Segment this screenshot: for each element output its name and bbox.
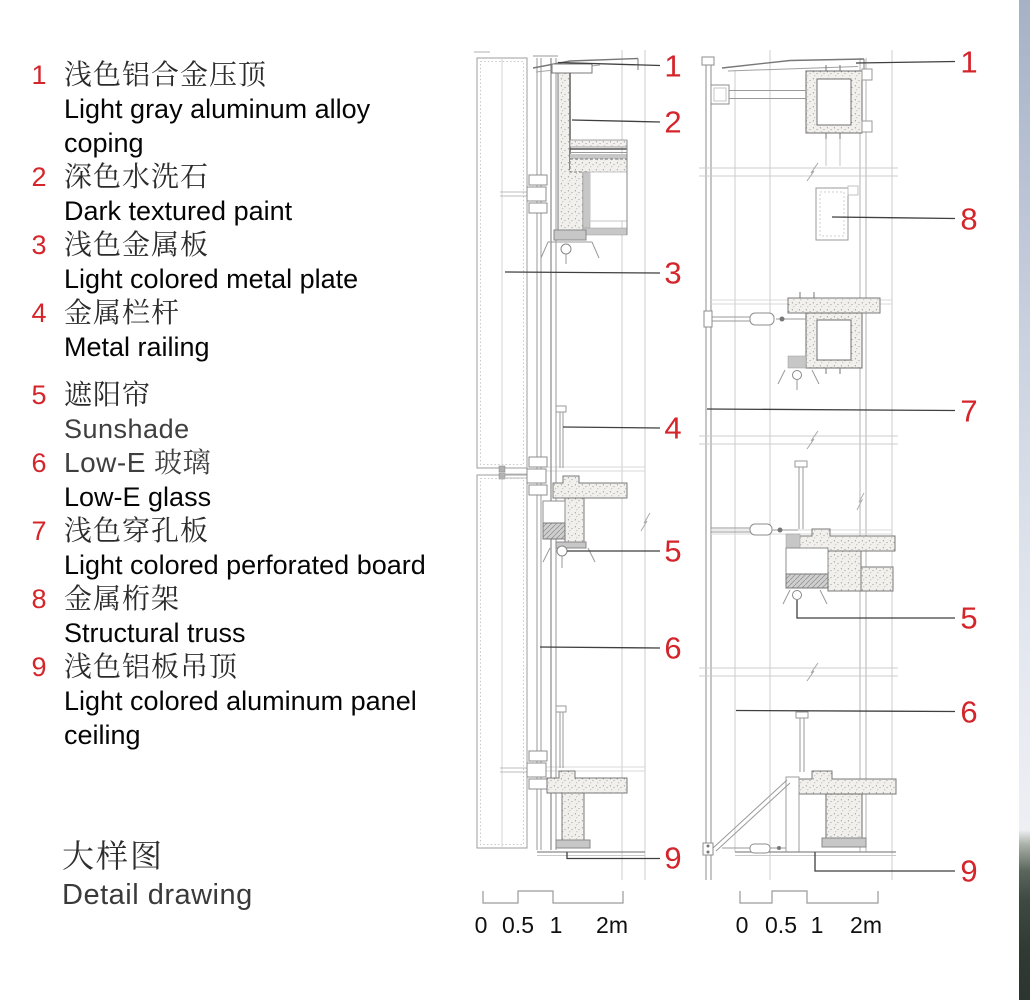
- legend-text-en: Sunshade: [64, 414, 190, 444]
- legend-item-6: [26, 446, 446, 514]
- legend-item-1: [26, 58, 446, 160]
- scale-label-1: 1: [549, 912, 563, 938]
- legend-item-3: [26, 228, 446, 296]
- legend-text-en: Metal railing: [64, 332, 210, 362]
- legend-text-zh: 金属栏杆: [64, 297, 181, 328]
- legend-text-zh: 浅色穿孔板: [64, 515, 210, 546]
- legend-number: 4: [31, 298, 47, 328]
- scale-bar: [483, 891, 623, 903]
- scale-label-1: 1: [810, 912, 824, 938]
- truss-chord: [816, 186, 858, 240]
- legend-number: 6: [31, 448, 47, 478]
- callout-left-6: 6: [664, 630, 682, 666]
- callout-left-2: 2: [664, 104, 682, 140]
- callout-right-8: 8: [960, 201, 978, 237]
- title-block: [62, 836, 253, 914]
- legend-text-en: Structural truss: [64, 618, 246, 648]
- callout-left-5: 5: [664, 533, 682, 569]
- floor-slab-upper: [704, 292, 892, 390]
- legend-text-zh: 浅色铝板吊顶: [64, 651, 239, 682]
- floor-slab-lower-mid: [711, 461, 895, 604]
- legend-text-zh: 遮阳帘: [64, 379, 152, 410]
- callout-left-1: 1: [664, 48, 682, 84]
- photo-strip: [1019, 0, 1030, 1000]
- legend-item-4: [26, 296, 446, 364]
- legend-number: 1: [31, 60, 47, 90]
- section-drawing-right: [698, 45, 960, 910]
- floor-slab-bottom: [537, 706, 645, 856]
- scale-label-05: 0.5: [502, 912, 534, 938]
- legend-number: 5: [31, 380, 47, 410]
- scale-label-2m: 2m: [850, 912, 882, 938]
- legend-item-5: [26, 378, 446, 446]
- callout-right-5: 5: [960, 600, 978, 636]
- break-bands: [699, 163, 898, 681]
- legend-text-zh: 浅色铝合金压顶: [64, 59, 268, 90]
- callout-right-6: 6: [960, 694, 978, 730]
- legend-text-en: Light colored metal plate: [64, 264, 359, 294]
- floor-slab-bottom: [703, 712, 896, 856]
- metal-plate-panel: [474, 52, 527, 848]
- inner-face-lines: [860, 58, 866, 852]
- scale-label-0: 0: [474, 912, 488, 938]
- scale-bar: [740, 891, 878, 903]
- legend-text-en: Low-E glass: [64, 482, 212, 512]
- callout-right-7: 7: [960, 393, 978, 429]
- legend-number: 7: [31, 516, 47, 546]
- legend-item-9: [26, 650, 446, 752]
- scale-label-05: 0.5: [765, 912, 797, 938]
- legend-item-7: [26, 514, 446, 582]
- legend-number: 3: [31, 230, 47, 260]
- callout-left-9: 9: [664, 840, 682, 876]
- legend-text-zh: 深色水洗石: [64, 161, 210, 192]
- callout-left-4: 4: [664, 410, 682, 446]
- callout-right-1: 1: [960, 44, 978, 80]
- legend-item-8: [26, 582, 446, 650]
- legend-text-zh: 浅色金属板: [64, 229, 210, 260]
- legend-text-en: Light colored aluminum panel ceiling: [64, 686, 417, 750]
- legend-text-en: Light gray aluminum alloy coping: [64, 94, 371, 158]
- legend-number: 9: [31, 652, 47, 682]
- callout-right-9: 9: [960, 853, 978, 889]
- legend-text-en: Light colored perforated board: [64, 550, 426, 580]
- legend-number: 8: [31, 584, 47, 614]
- legend-number: 2: [31, 162, 47, 192]
- legend-text-zh: Low-E 玻璃: [64, 447, 212, 478]
- legend-text-en: Dark textured paint: [64, 196, 293, 226]
- page-title-zh: 大样图: [62, 838, 165, 874]
- leader-lines: [707, 62, 955, 872]
- scale-label-0: 0: [735, 912, 749, 938]
- legend: [26, 58, 446, 752]
- legend-item-2: [26, 160, 446, 228]
- scale-label-2m: 2m: [596, 912, 628, 938]
- page-title-en: Detail drawing: [62, 879, 253, 911]
- gridlines: [735, 50, 892, 880]
- callout-left-3: 3: [664, 255, 682, 291]
- perforated-facade-line: [702, 57, 714, 880]
- section-drawing-left: [470, 45, 700, 910]
- legend-text-zh: 金属桁架: [64, 583, 181, 614]
